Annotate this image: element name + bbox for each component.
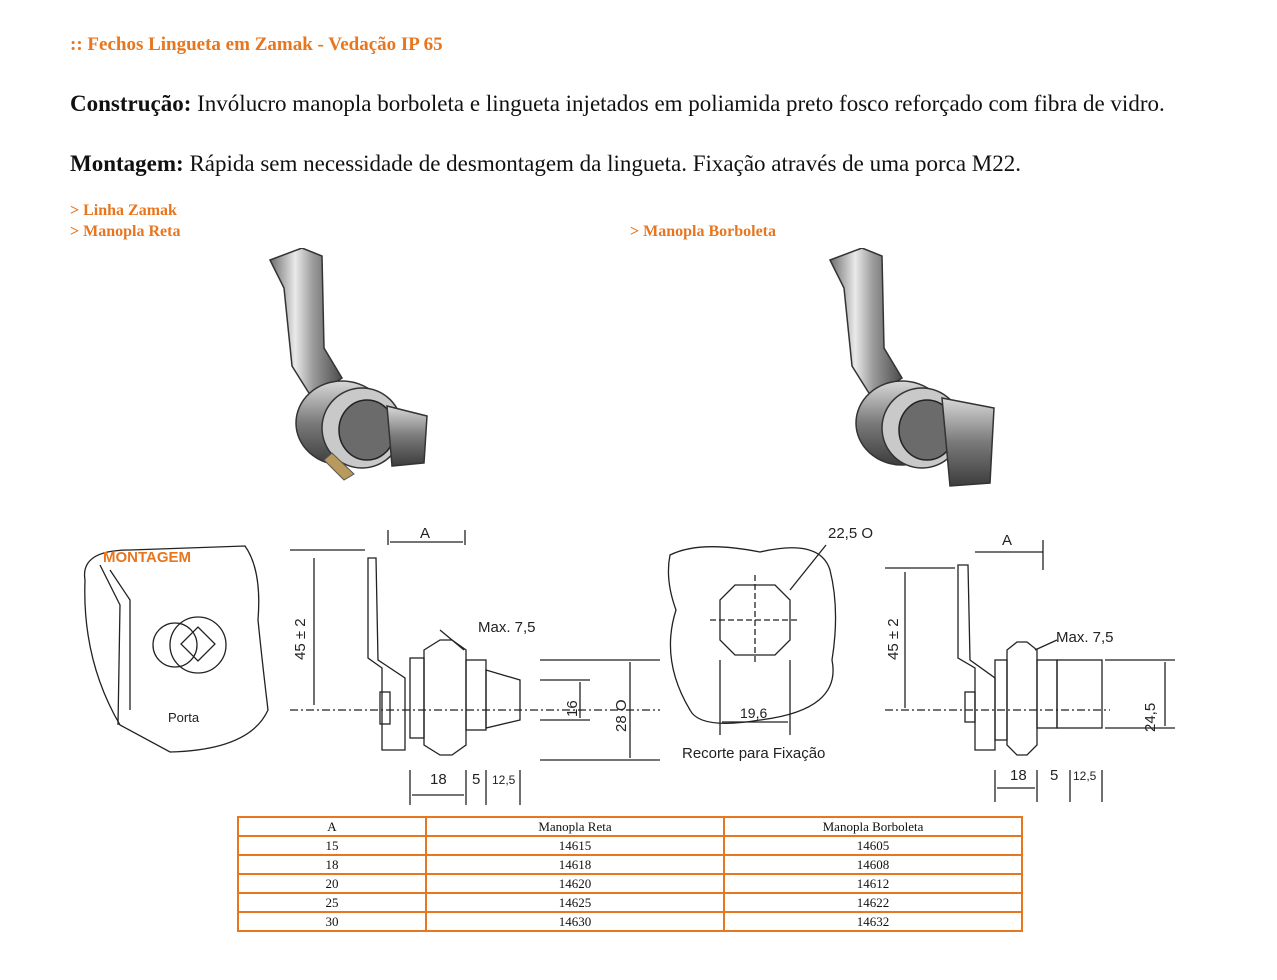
cell-borboleta: 14612 xyxy=(724,874,1022,893)
cell-a: 30 xyxy=(238,912,426,931)
dim-max-1: Max. 7,5 xyxy=(478,619,536,636)
montagem-label: MONTAGEM xyxy=(103,549,192,566)
cell-reta: 14620 xyxy=(426,874,724,893)
dim-max-2: Max. 7,5 xyxy=(1056,629,1114,646)
technical-drawings xyxy=(0,510,1277,810)
cell-borboleta: 14632 xyxy=(724,912,1022,931)
construction-text: Invólucro manopla borboleta e lingueta injetados em poliamida preto fosco reforçado com fibra de vidro. xyxy=(191,91,1165,116)
table-row xyxy=(238,836,1022,855)
dim-45-2: 45 ± 2 xyxy=(885,618,902,660)
dim-196: 19,6 xyxy=(740,705,768,721)
cell-borboleta: 14608 xyxy=(724,855,1022,874)
dim-125-1: 12,5 xyxy=(492,773,516,787)
porta-label: Porta xyxy=(168,710,200,725)
table-header-row xyxy=(238,817,1022,836)
construction-label: Construção: xyxy=(70,91,192,116)
cell-a: 25 xyxy=(238,893,426,912)
cell-reta: 14630 xyxy=(426,912,724,931)
table-row xyxy=(238,893,1022,912)
link-manopla-reta[interactable]: > Manopla Reta xyxy=(70,223,181,240)
dim-a-1: A xyxy=(420,525,431,542)
dim-225: 22,5 O xyxy=(828,525,874,542)
dim-5-2: 5 xyxy=(1050,767,1059,784)
dim-18-2: 18 xyxy=(1010,767,1027,784)
cell-a: 15 xyxy=(238,836,426,855)
cell-a: 20 xyxy=(238,874,426,893)
dim-18-1: 18 xyxy=(430,771,447,788)
dim-5-1: 5 xyxy=(472,771,481,788)
cell-reta: 14615 xyxy=(426,836,724,855)
dim-125-2: 12,5 xyxy=(1073,769,1097,783)
dim-a-2: A xyxy=(1002,532,1013,549)
col-header-a: A xyxy=(238,817,426,836)
col-header-manopla-borboleta: Manopla Borboleta xyxy=(724,817,1022,836)
dim-28: 28 O xyxy=(613,699,630,732)
dim-16: 16 xyxy=(564,700,581,717)
page-title: :: Fechos Lingueta em Zamak - Vedação IP 65 xyxy=(70,34,443,55)
link-manopla-borboleta[interactable]: > Manopla Borboleta xyxy=(630,223,777,240)
link-linha-zamak[interactable]: > Linha Zamak xyxy=(70,202,177,219)
cell-borboleta: 14605 xyxy=(724,836,1022,855)
dim-245: 24,5 xyxy=(1142,702,1159,732)
lock-butterfly-handle-image xyxy=(822,248,1022,498)
mounting-label: Montagem: xyxy=(70,151,184,176)
construction-paragraph xyxy=(70,89,1210,119)
dim-45-1: 45 ± 2 xyxy=(292,618,309,660)
recorte-label: Recorte para Fixação xyxy=(682,745,826,762)
cell-borboleta: 14622 xyxy=(724,893,1022,912)
col-header-manopla-reta: Manopla Reta xyxy=(426,817,724,836)
cell-reta: 14618 xyxy=(426,855,724,874)
table-row xyxy=(238,912,1022,931)
table-row xyxy=(238,855,1022,874)
mounting-text: Rápida sem necessidade de desmontagem da lingueta. Fixação através de uma porca M22. xyxy=(183,151,1021,176)
table-row xyxy=(238,874,1022,893)
cell-a: 18 xyxy=(238,855,426,874)
mounting-paragraph xyxy=(70,149,1210,179)
cell-reta: 14625 xyxy=(426,893,724,912)
models-table xyxy=(237,816,1023,932)
lock-straight-handle-image xyxy=(262,248,462,498)
